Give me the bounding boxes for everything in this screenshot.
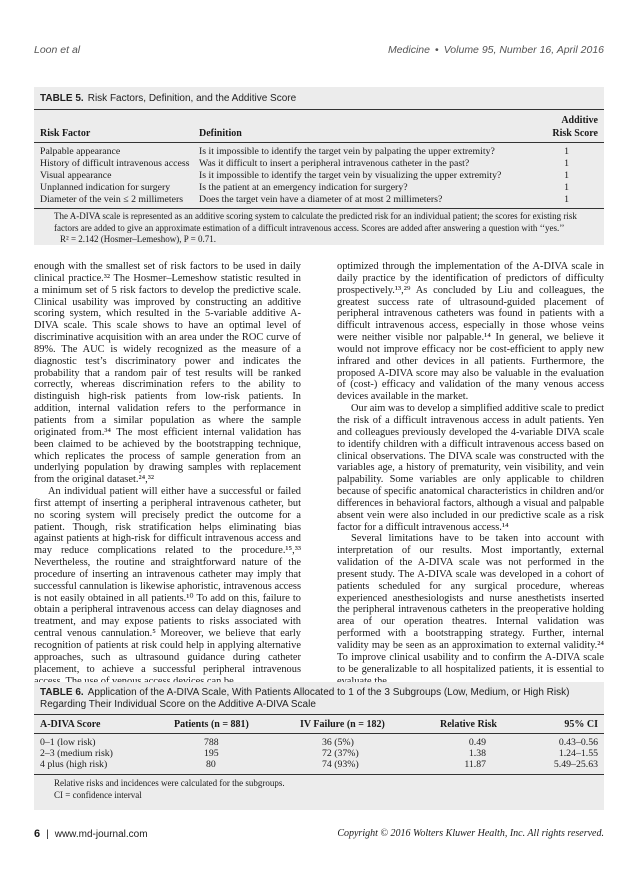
cell-95ci: 0.43–0.56 [558,737,598,748]
paragraph: Several limitations have to be taken into account with interpretation of our results. Most importantly, external validation of the A-DIVA scale was not performed in the present study. The A-DIVA scale was developed in a cohort of patients scheduled for any surgical procedure, whereas experienced anesthesiologists and nurse anesthetists inserted the peripheral intravenous catheters in the preoperative holding area of our operation theatres. Internal validation was performed with a bootstrapping strategy. Further, internal validity may be seen as an approximation to external validity.²⁴ To improve clinical usability and to confirm the A-DIVA scale to be generalizable to all hospitalized patients, it is essential to [337,533,604,675]
cell-relative-risk: 11.87 [464,759,486,770]
table-rule [34,714,604,715]
cell-score-group: 4 plus (high risk) [40,759,108,770]
cell-factor: Visual appearance [40,170,112,181]
cell-95ci: 5.49–25.63 [553,759,598,770]
col-header-95ci: 95% CI [564,719,598,730]
paragraph: optimized through the implementation of the A-DIVA scale in daily practice by the identification of predictors of difficulty prospectively.¹³,²⁹ As concluded by Liu and colleagues, the greatest success rate of ultrasound-guided placement of peripheral intravenous catheters was found in patients with a difficult intravenous access, especially in those whose veins were neither visible nor palpable.¹⁴ In general, we believe it would not improve efficacy nor be cost-efficient to apply new infrared and other devices in all patients. Furthermore, the proposed A-DIVA score may also be valuable in the evaluation of (cost-) efficacy and validation of the many venous access devices available in the market. [337,261,604,403]
cell-definition: Is it impossible to identify the target vein by visualizing the upper extremity? [199,170,502,181]
table-6-label: TABLE 6. [40,687,84,698]
journal-running-head [388,44,604,56]
body-column-right [337,261,604,687]
cell-definition: Was it difficult to insert a peripheral intravenous catheter in the past? [199,158,470,169]
cell-factor: History of difficult intravenous access [40,158,190,169]
col-header-score-line2: Risk Score [552,128,598,139]
paragraph: Our aim was to develop a simplified additive scale to predict the risk of a difficult intravenous access in adult patients. Yen and colleagues previously developed the 4-variable DIVA scale to identify children with a difficult intravenous access based on clinical observations. The DIVA scale was constructed with the variables age, a history of prematurity, vein visibility, and vein palpability. Some variables are only applicable to children because of specific anatomical characteristics in children and/or differences in behavioral factors, although a visual and palpable absent vein were also included in our predictive scale as a risk factor for a difficult intravenous access.¹⁴ [337,403,604,533]
cell-score: 1 [564,170,569,181]
col-header-iv-failure: IV Failure (n = 182) [300,719,385,730]
cell-iv-failure: 74 (93%) [322,759,359,770]
table-5-footnote [54,211,596,246]
col-header-patients: Patients (n = 881) [174,719,249,730]
cell-patients: 195 [204,748,219,759]
table-6-footnote [54,778,596,801]
cell-score: 1 [564,146,569,157]
journal-name: Medicine [387,44,430,56]
journal-url[interactable]: www.md-journal.com [54,829,148,840]
footer-left [34,828,148,840]
cell-score: 1 [564,194,569,205]
copyright-notice: Copyright © 2016 Wolters Kluwer Health, Inc. All rights reserved. [337,828,604,839]
paragraph: An individual patient will either have a successful or failed first attempt of inserting a peripheral intravenous catheter, but no scoring system will precisely predict the outcome for a patient. Though, risk stratification helps eliminating bias against patients at high-risk for difficult intravenous access and may reduce complications related to the procedure.¹⁵,³³ Nevertheless, the routine and straightforward nature of the procedure of inserting an intravenous catheter may imply that successful cannulation is likewise aphoristic, intravenous access is not easily obtained in all patients.¹⁰ To add on this, failure to obtain a peripheral intravenous access can delay diagnoses and treatment, and may expose patients to risks associated with central venous cannulation.⁵ Moreover, we believe that early recognition of patients at risk could help in applying alternative approaches, such as ultrasound guidance during catheter placement, to achieve a successful peripheral intravenous [34,486,301,675]
running-header [34,44,604,60]
footnote-text: Relative risks and incidences were calculated for the subgroups. [54,778,285,788]
footnote-abbrev: CI = confidence interval [54,789,142,800]
table-rule [34,109,604,110]
table-rule [34,733,604,734]
table-rule [34,774,604,775]
col-header-adiva-score: A-DIVA Score [40,719,101,730]
cell-patients: 788 [204,737,219,748]
col-header-relative-risk: Relative Risk [440,719,497,730]
cell-factor: Diameter of the vein ≤ 2 millimeters [40,194,184,205]
cell-definition: Does the target vein have a diameter of at most 2 millimeters? [199,194,443,205]
author-running-head: Loon et al [34,44,81,56]
col-header-definition: Definition [199,128,242,139]
table-6-caption [40,687,598,711]
bullet-separator: • [435,44,439,56]
cell-definition: Is the patient at an emergency indication for surgery? [199,182,408,193]
cell-score-group: 2–3 (medium risk) [40,748,113,759]
cell-factor: Palpable appearance [40,146,121,157]
volume-info: Volume 95, Number 16, April 2016 [443,44,604,56]
table-rule [34,208,604,209]
cell-patients: 80 [206,759,216,770]
cell-factor: Unplanned indication for surgery [40,182,171,193]
page-number: 6 [34,828,41,840]
cell-relative-risk: 0.49 [468,737,486,748]
table-5 [34,87,604,245]
col-header-score-line1: Additive [561,115,598,126]
body-column-left [34,261,301,687]
cell-relative-risk: 1.38 [468,748,486,759]
table-5-caption [40,93,296,104]
divider: | [46,829,49,840]
paragraph: enough with the smallest set of risk factors to be used in daily clinical practice.³² The Hosmer–Lemeshow statistic resulted in a minimum set of 5 risk factors to develop the predictive scale. Clinical usability was improved by constructing an additive scoring system, which resulted in the 5-variable additive A-DIVA scale. This scale shows to have an optimal level of discriminative acquisition with an area under the ROC curve of 89%. The AUC is widely recognized as the measure of a diagnostic test’s discriminatory power and indicates the probability that a random pair of test results will be ranked correctly, whereas discrimination refers to the ability to distinguish high-risk patients from low-risk patients. In addition, internal validation refers to the performance in patients from a similar population as where the sample originated from.³⁴ The most efficient internal validation has been claimed to be achieved by the bootstrapping technique, which replicates the process of sample generation from an underlying population by drawing samples with replacement from the original dataset.²⁴,³² [34,261,301,486]
table-6 [34,682,604,810]
cell-definition: Is it impossible to identify the target vein by palpating the upper extremity? [199,146,495,157]
footnote-statistic: R² = 2.142 (Hosmer–Lemeshow), P = 0.71. [60,234,217,244]
cell-iv-failure: 72 (37%) [322,748,359,759]
table-5-title: Risk Factors, Definition, and the Additive Score [87,93,297,104]
table-5-label: TABLE 5. [40,93,84,104]
page-footer [34,828,604,842]
cell-score-group: 0–1 (low risk) [40,737,96,748]
table-rule [34,142,604,143]
col-header-risk-factor: Risk Factor [40,128,91,139]
footnote-text: The A-DIVA scale is represented as an additive scoring system to calculate the predicted risk for an individual patient; the scores for existing risk factors are added to give an approximate estimation of a difficult intravenous access. Scores are added after answering a question with ‘‘yes.’’ [54,211,577,233]
table-6-title: Application of the A-DIVA Scale, With Patients Allocated to 1 of the 3 Subgroups (Low, Medium, or High Risk) Regarding Their Individual Score on the Additive A-DIVA Scale [40,687,570,710]
cell-score: 1 [564,182,569,193]
cell-score: 1 [564,158,569,169]
cell-iv-failure: 36 (5%) [322,737,354,748]
cell-95ci: 1.24–1.55 [558,748,598,759]
